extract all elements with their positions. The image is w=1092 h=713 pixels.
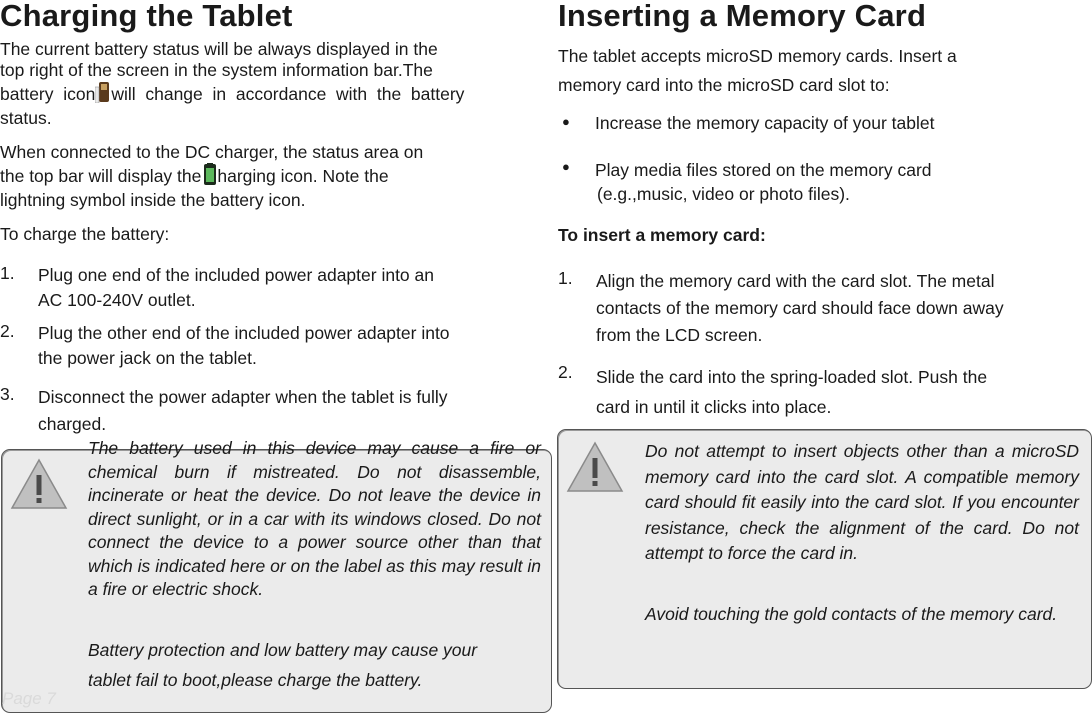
left-section-title: Charging the Tablet bbox=[0, 0, 293, 33]
memory-intro-line: memory card into the microSD card slot to: bbox=[558, 75, 890, 95]
battery-icon bbox=[95, 81, 111, 108]
para2-line2-end: harging icon. Note the bbox=[217, 166, 389, 186]
bullet-dot: ● bbox=[562, 114, 570, 129]
para1-line2: top right of the screen in the system information bar.The bbox=[0, 60, 433, 80]
para1-line3-start: battery icon bbox=[0, 84, 96, 104]
right-section-title: Inserting a Memory Card bbox=[558, 0, 927, 33]
para2-line1: When connected to the DC charger, the status area on bbox=[0, 142, 424, 162]
battery-status-paragraph bbox=[0, 39, 524, 129]
bullet-line: (e.g.,music, video or photo files). bbox=[597, 184, 850, 204]
battery-protection-line: tablet fail to boot,please charge the battery. bbox=[88, 670, 423, 690]
step-line: from the LCD screen. bbox=[596, 325, 763, 345]
step-number: 2. bbox=[0, 321, 15, 341]
memory-card-warning-text: Do not attempt to insert objects other than a microSD memory card into the card slot. A compatible memory card should fit easily into the card slot. If you encounter resistance, check the alignment of the card. Do not attempt to force the card in. bbox=[645, 441, 1079, 563]
bullet-line: Play media files stored on the memory card bbox=[595, 160, 932, 180]
step-line: card in until it clicks into place. bbox=[596, 397, 832, 417]
step-text bbox=[596, 362, 987, 422]
step-text bbox=[38, 263, 434, 313]
step-text bbox=[596, 268, 1004, 349]
bullet-item: Increase the memory capacity of your tablet bbox=[595, 113, 935, 133]
battery-warning-text: The battery used in this device may cause a fire or chemical burn if mistreated. Do not disassemble, incinerate or heat the device. Do not leave the device in direct sunlight, or in a car with its windows closed. Do not connect the device to a power source other than that which is indicated here or on the label as this may result in a fire or electric shock. bbox=[88, 438, 541, 599]
para2-line3: lightning symbol inside the battery icon. bbox=[0, 190, 306, 210]
step-line: Align the memory card with the card slot. The metal bbox=[596, 271, 995, 291]
memory-intro-line: The tablet accepts microSD memory cards. Insert a bbox=[558, 46, 957, 66]
warning-icon bbox=[10, 458, 68, 515]
warning-icon bbox=[566, 441, 624, 498]
charge-intro: To charge the battery: bbox=[0, 224, 170, 244]
step-line: contacts of the memory card should face down away bbox=[596, 298, 1004, 318]
para2-line2 bbox=[0, 163, 524, 190]
step-line: Plug the other end of the included power adapter into bbox=[38, 323, 450, 343]
bullet-dot: ● bbox=[562, 159, 570, 174]
para1-line1: The current battery status will be always displayed in the bbox=[0, 39, 438, 59]
para1-line3 bbox=[0, 81, 524, 108]
step-number: 1. bbox=[0, 263, 15, 283]
page-number: Page 7 bbox=[2, 689, 56, 708]
step-number: 3. bbox=[0, 384, 15, 404]
memory-intro bbox=[558, 42, 957, 100]
step-text bbox=[38, 384, 448, 438]
battery-protection-line: Battery protection and low battery may cause your bbox=[88, 640, 478, 660]
bullet-item bbox=[595, 158, 932, 206]
para1-line4: status. bbox=[0, 108, 52, 128]
step-line: AC 100-240V outlet. bbox=[38, 290, 196, 310]
step-number: 1. bbox=[558, 268, 573, 288]
insert-card-subheading: To insert a memory card: bbox=[558, 225, 766, 245]
step-line: the power jack on the tablet. bbox=[38, 348, 257, 368]
step-line: Disconnect the power adapter when the tablet is fully bbox=[38, 387, 448, 407]
step-number: 2. bbox=[558, 362, 573, 382]
step-line: charged. bbox=[38, 414, 107, 434]
charging-icon bbox=[201, 163, 217, 190]
para1-line3-end: will change in accordance with the battery bbox=[111, 84, 465, 104]
charger-paragraph bbox=[0, 142, 524, 211]
gold-contacts-note: Avoid touching the gold contacts of the memory card. bbox=[645, 604, 1058, 624]
step-line: Slide the card into the spring-loaded slot. Push the bbox=[596, 367, 988, 387]
step-text bbox=[38, 321, 450, 371]
para2-line2-start: the top bar will display the bbox=[0, 166, 202, 186]
step-line: Plug one end of the included power adapter into an bbox=[38, 265, 434, 285]
battery-protection-note bbox=[88, 635, 477, 695]
